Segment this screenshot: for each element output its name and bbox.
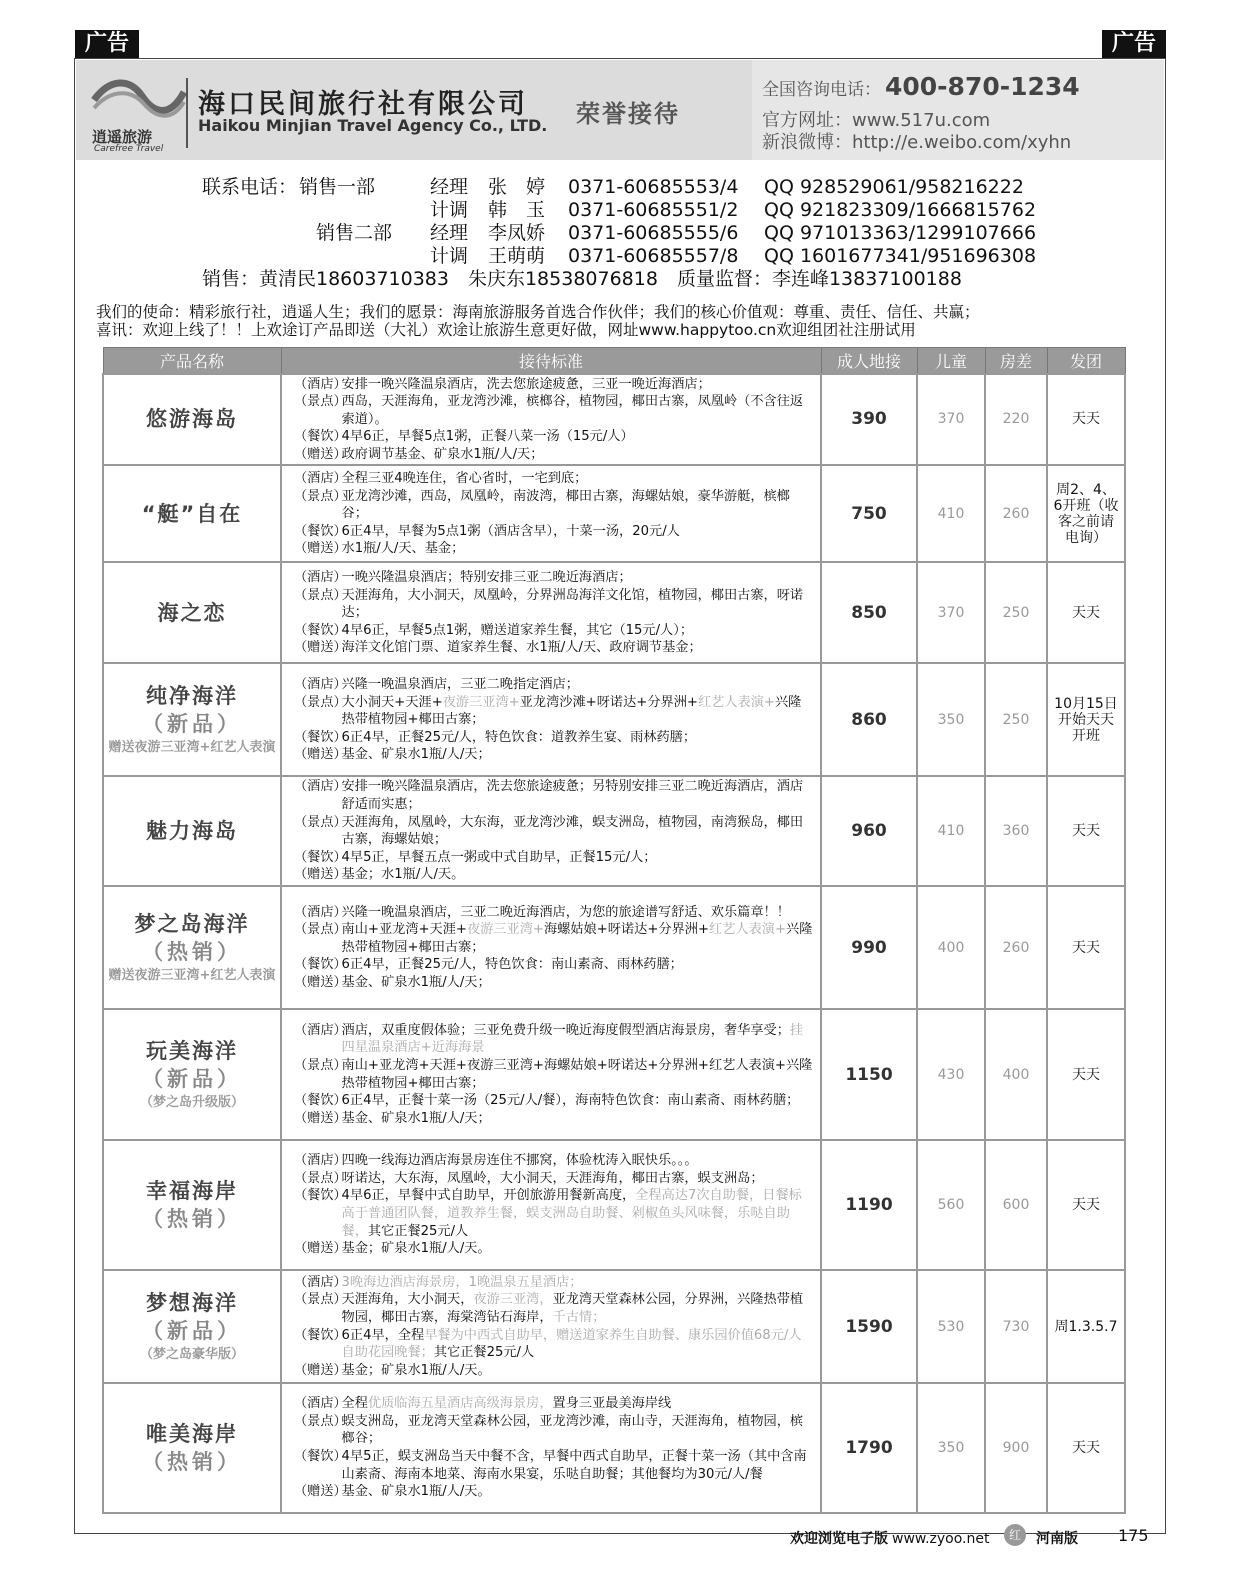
room-diff: 600: [985, 1140, 1047, 1270]
standard-line: [294, 446, 814, 464]
standard-text: 夜游三亚湾+: [442, 694, 520, 710]
standard-line: [294, 428, 814, 446]
standard-line: [294, 1483, 814, 1501]
adult-price: 850: [821, 562, 917, 663]
standard-text: 基金；水1瓶/人/天。: [341, 867, 465, 883]
standard-line: [294, 921, 814, 956]
standard-label: （景点）: [294, 488, 347, 504]
product-note: （梦之岛豪华版）: [139, 1346, 244, 1362]
departure: 10月15日开始天天开班: [1047, 663, 1125, 776]
standard-line: [294, 1152, 814, 1170]
standard-text: 亚龙湾沙滩+呀诺达+分界洲+: [519, 694, 698, 710]
standard-line: [294, 849, 814, 867]
standard-cell: [281, 663, 821, 776]
standard-label: （酒店）: [294, 470, 347, 486]
standard-line: [294, 470, 814, 488]
standard-line: [294, 1057, 814, 1092]
standard-cell: [281, 1270, 821, 1383]
page-footer: [790, 1524, 1160, 1548]
standard-label: （赠送）: [294, 867, 347, 883]
departure: 天天: [1047, 886, 1125, 1009]
standard-label: （酒店）: [294, 676, 347, 692]
standard-text: 基金、矿泉水1瓶/人/天；: [341, 747, 491, 763]
header-contact-box: [752, 60, 1164, 160]
product-name-cell: [103, 465, 281, 562]
standard-line: [294, 814, 814, 849]
sales-contacts: 销售：黄清民18603710383 朱庆东18538076818 质量监督：李连峰13837100188: [202, 268, 962, 290]
room-diff: 400: [985, 1009, 1047, 1140]
standard-line: [294, 1413, 814, 1448]
product-tag: （新品）: [142, 1318, 242, 1343]
standard-label: （赠送）: [294, 747, 347, 763]
standard-text: 其它正餐25元/人: [433, 1345, 535, 1361]
standard-line: [294, 778, 814, 813]
mission-line: 我们的使命：精彩旅行社，逍遥人生；我们的愿景：海南旅游服务首选合作伙伴；我们的核心价值观：尊重、责任、信任、共赢；: [96, 303, 980, 321]
standard-line: [294, 904, 814, 922]
hotline: 全国咨询电话： 400-870-1234: [762, 72, 1080, 101]
standard-label: （餐饮）: [294, 1449, 347, 1465]
header-room: 房差: [985, 348, 1047, 374]
standard-text: 水1瓶/人/天、基金；: [341, 541, 465, 557]
departure: 周1.3.5.7: [1047, 1270, 1125, 1383]
tour-table: [102, 347, 1126, 1514]
contact-row: 计调 王萌萌 0371-60685557/8 QQ 1601677341/951696308: [430, 245, 1037, 267]
standard-text: 4早6正，早餐中式自助早，开创旅游用餐新高度，: [341, 1188, 636, 1204]
adult-price: 990: [821, 886, 917, 1009]
standard-text: 置身三亚最美海岸线: [552, 1396, 672, 1412]
product-note: 赠送夜游三亚湾+红艺人表演: [108, 739, 276, 755]
header-product: 产品名称: [103, 348, 281, 374]
standard-text: 呀诺达，大东海，凤凰岭，大小洞天，天涯海角，椰田古寨，蜈支洲岛；: [341, 1170, 764, 1186]
standard-line: [294, 622, 814, 640]
standard-text: 3晚海边酒店海景房，1晚温泉五星酒店；: [341, 1274, 583, 1290]
standard-label: （景点）: [294, 694, 347, 710]
standard-label: （酒店）: [294, 779, 347, 795]
contact-row: 经理 张 婷 0371-60685553/4 QQ 928529061/958216222: [430, 176, 1024, 198]
wave-logo-icon: [90, 74, 186, 124]
standard-text: 四晚一线海边酒店海景房连住不挪窝，体验枕涛入眠快乐。。。: [341, 1153, 698, 1169]
company-header: [76, 60, 1164, 160]
standard-cell: [281, 465, 821, 562]
table-header: [103, 348, 1125, 374]
standard-label: （赠送）: [294, 974, 347, 990]
standard-cell: [281, 886, 821, 1009]
product-tag: （热销）: [142, 939, 242, 964]
standard-line: [294, 523, 814, 541]
standard-label: （赠送）: [294, 446, 347, 462]
standard-label: （景点）: [294, 1413, 347, 1429]
standard-label: （赠送）: [294, 541, 347, 557]
adult-price: 750: [821, 465, 917, 562]
child-price: 560: [917, 1140, 985, 1270]
standard-line: [294, 974, 814, 992]
departure: 天天: [1047, 1383, 1125, 1513]
room-diff: 900: [985, 1383, 1047, 1513]
standard-text: 政府调节基金、矿泉水1瓶/人/天；: [341, 446, 544, 462]
standard-text: 兴隆热带植物园+椰田古寨；: [341, 694, 802, 728]
standard-label: （酒店）: [294, 376, 347, 392]
standard-label: （酒店）: [294, 1396, 347, 1412]
page-number: 175: [1118, 1526, 1149, 1545]
standard-text: 挂四星温泉酒店+近海海景: [341, 1022, 804, 1056]
departure: 天天: [1047, 776, 1125, 886]
product-name: 梦之岛海洋: [134, 911, 250, 936]
product-name: 玩美海洋: [146, 1038, 238, 1063]
standard-line: [294, 1110, 814, 1128]
contact-row: 联系电话： 销售一部: [202, 176, 376, 198]
standard-line: [294, 1240, 814, 1258]
standard-text: 4早5正，早餐五点一粥或中式自助早，正餐15元/人；: [341, 849, 657, 865]
standard-label: （餐饮）: [294, 1093, 347, 1109]
ad-label-left: 广告: [75, 30, 139, 58]
standard-line: [294, 746, 814, 764]
product-name: 纯净海洋: [146, 683, 238, 708]
standard-label: （景点）: [294, 587, 347, 603]
standard-text: 蜈支洲岛，亚龙湾天堂森林公园，亚龙湾沙滩，南山寺，天涯海角，植物园，槟榔谷；: [341, 1413, 804, 1447]
logo-subtitle: Carefree Travel: [94, 144, 164, 154]
standard-text: 其它正餐25元/人: [367, 1223, 469, 1239]
adult-price: 390: [821, 374, 917, 466]
standard-text: 酒店，双重度假体验；三亚免费升级一晚近海度假型酒店海景房，奢华享受；: [341, 1022, 790, 1038]
hotline-number: 400-870-1234: [885, 72, 1080, 101]
standard-label: （酒店）: [294, 1153, 347, 1169]
standard-text: 海洋文化馆门票、道家养生餐、水1瓶/人/天、政府调节基金；: [341, 640, 702, 656]
standard-text: 天涯海角，凤凰岭，大东海，亚龙湾沙滩，蜈支洲岛，植物园，南湾猴岛，椰田古寨，海螺姑娘；: [341, 814, 804, 848]
product-name-cell: [103, 1270, 281, 1383]
standard-text: 6正4早，全程: [341, 1327, 425, 1343]
standard-line: [294, 1274, 814, 1292]
table-row: [103, 1270, 1125, 1383]
departure: 天天: [1047, 1009, 1125, 1140]
table-row: [103, 465, 1125, 562]
room-diff: 360: [985, 776, 1047, 886]
header-adult: 成人地接: [821, 348, 917, 374]
product-name-cell: [103, 1009, 281, 1140]
standard-line: [294, 1187, 814, 1240]
standard-text: 天涯海角，大小洞天，: [341, 1292, 474, 1308]
product-name: “艇”自在: [141, 501, 243, 526]
footer-browse: 欢迎浏览电子版 www.zyoo.net: [790, 1531, 990, 1547]
standard-text: 南山+亚龙湾+天涯+夜游三亚湾+海螺姑娘+呀诺达+分界洲+红艺人表演+兴隆热带植物园+椰田古寨；: [341, 1057, 813, 1091]
standard-text: 兴隆一晚温泉酒店，三亚二晚指定酒店；: [341, 676, 579, 692]
footer-logo: 红: [1004, 1524, 1026, 1546]
standard-label: （餐饮）: [294, 1327, 347, 1343]
header-divider: [186, 78, 188, 148]
standard-label: （赠送）: [294, 1362, 347, 1378]
product-name: 魅力海岛: [146, 819, 238, 844]
product-name: 悠游海岛: [146, 407, 238, 432]
product-name-cell: [103, 374, 281, 466]
departure: 周2、4、6开班（收客之前请电询）: [1047, 465, 1125, 562]
standard-label: （景点）: [294, 922, 347, 938]
standard-text: 一晚兴隆温泉酒店；特别安排三亚二晚近海酒店；: [341, 569, 632, 585]
product-name-cell: [103, 1140, 281, 1270]
standard-text: 夜游三亚湾，: [473, 1292, 553, 1308]
product-note: 赠送夜游三亚湾+红艺人表演: [108, 967, 276, 983]
standard-text: 4早6正，早餐5点1粥，赠送道家养生餐，其它（15元/人）；: [341, 622, 694, 638]
standard-text: 夜游三亚湾+: [466, 922, 544, 938]
standard-text: 基金、矿泉水1瓶/人/天；: [341, 974, 491, 990]
room-diff: 250: [985, 663, 1047, 776]
contact-row: 计调 韩 玉 0371-60685551/2 QQ 921823309/1666815762: [430, 199, 1037, 221]
table-row: [103, 1140, 1125, 1270]
standard-line: [294, 1327, 814, 1362]
standard-text: 基金、矿泉水1瓶/人/天。: [341, 1484, 491, 1500]
announcement-line: 喜讯：欢迎上线了！！上欢途订产品即送（大礼）欢途让旅游生意更好做，网址www.happytoo.cn欢迎组团社注册试用: [96, 321, 916, 339]
adult-price: 860: [821, 663, 917, 776]
product-name-cell: [103, 1383, 281, 1513]
contact-dept2: 销售二部: [316, 222, 393, 244]
standard-text: 南山+亚龙湾+天涯+: [341, 922, 467, 938]
product-name: 梦想海洋: [146, 1290, 238, 1315]
standard-label: （餐饮）: [294, 523, 347, 539]
standard-text: 基金；矿泉水1瓶/人/天。: [341, 1241, 491, 1257]
standard-text: 安排一晚兴隆温泉酒店，洗去您旅途疲惫，三亚一晚近海酒店；: [341, 376, 711, 392]
child-price: 400: [917, 886, 985, 1009]
standard-line: [294, 587, 814, 622]
standard-line: [294, 866, 814, 884]
product-name-cell: [103, 663, 281, 776]
header-standard: 接待标准: [281, 348, 821, 374]
product-name: 幸福海岸: [146, 1179, 238, 1204]
header-child: 儿童: [917, 348, 985, 374]
standard-line: [294, 729, 814, 747]
standard-cell: [281, 776, 821, 886]
standard-text: 全程: [341, 1396, 368, 1412]
product-tag: （新品）: [142, 1066, 242, 1091]
standard-text: 兴隆热带植物园+椰田古寨；: [341, 922, 813, 955]
table-row: [103, 562, 1125, 663]
standard-line: [294, 488, 814, 523]
standard-label: （酒店）: [294, 904, 347, 920]
standard-label: （赠送）: [294, 1110, 347, 1126]
standard-text: 4早5正，蜈支洲岛当天中餐不含，早餐中西式自助早，正餐十菜一汤（其中含南山素斋、海南本地菜、海南水果宴，乐哒自助餐；其他餐均为30元/人/餐: [341, 1449, 807, 1482]
standard-cell: [281, 374, 821, 466]
child-price: 350: [917, 663, 985, 776]
table-row: [103, 1383, 1125, 1513]
product-tag: （热销）: [142, 1450, 242, 1475]
footer-edition: 河南版: [1036, 1531, 1078, 1547]
standard-text: 亚龙湾沙滩，西岛，凤凰岭，南波湾，椰田古寨，海螺姑娘，豪华游艇，槟榔谷；: [341, 488, 790, 522]
standard-line: [294, 1022, 814, 1057]
footer-url[interactable]: www.zyoo.net: [892, 1531, 990, 1547]
standard-line: [294, 1291, 814, 1326]
standard-label: （赠送）: [294, 1241, 347, 1257]
standard-label: （景点）: [294, 1170, 347, 1186]
weibo[interactable]: 新浪微博：http://e.weibo.com/xyhn: [762, 132, 1072, 153]
standard-text: 红艺人表演+: [709, 922, 787, 938]
child-price: 370: [917, 562, 985, 663]
standard-label: （餐饮）: [294, 957, 347, 973]
standard-line: [294, 393, 814, 428]
standard-label: （餐饮）: [294, 429, 347, 445]
standard-line: [294, 1448, 814, 1483]
product-tag: （热销）: [142, 1207, 242, 1232]
room-diff: 260: [985, 886, 1047, 1009]
product-name-cell: [103, 776, 281, 886]
standard-label: （赠送）: [294, 640, 347, 656]
product-note: （梦之岛升级版）: [139, 1094, 244, 1110]
product-name: 海之恋: [157, 600, 227, 625]
standard-text: 千古情；: [552, 1309, 606, 1325]
standard-label: （景点）: [294, 814, 347, 830]
child-price: 430: [917, 1009, 985, 1140]
standard-label: （酒店）: [294, 569, 347, 585]
honor-text: 荣誉接待: [576, 100, 680, 128]
standard-text: 海螺姑娘+呀诺达+分界洲+: [543, 922, 710, 938]
standard-label: （餐饮）: [294, 622, 347, 638]
standard-text: 全程高达7次自助餐，日餐标高于普通团队餐，道教养生餐，蜈支洲岛自助餐、剁椒鱼头风味餐，乐哒自助餐，: [341, 1188, 802, 1239]
child-price: 410: [917, 465, 985, 562]
child-price: 410: [917, 776, 985, 886]
standard-text: 4早6正，早餐5点1粥，正餐八菜一汤（15元/人）: [341, 429, 634, 445]
standard-text: 亚龙湾天堂森林公园，分界洲，兴隆热带植物园，椰田古寨，海棠湾钻石海岸，: [341, 1292, 804, 1325]
child-price: 350: [917, 1383, 985, 1513]
standard-cell: [281, 1140, 821, 1270]
standard-label: （酒店）: [294, 1274, 347, 1290]
child-price: 370: [917, 374, 985, 466]
standard-line: [294, 569, 814, 587]
standard-text: 红艺人表演+: [697, 694, 775, 710]
header-departure: 发团: [1047, 348, 1125, 374]
adult-price: 1790: [821, 1383, 917, 1513]
standard-text: 全程三亚4晚连住，省心省时，一宅到底；: [341, 470, 588, 486]
table-row: [103, 776, 1125, 886]
adult-price: 1590: [821, 1270, 917, 1383]
standard-text: 西岛，天涯海角，亚龙湾沙滩，槟榔谷，植物园，椰田古寨，凤凰岭（不含往返索道）。: [341, 394, 804, 427]
standard-line: [294, 1092, 814, 1110]
standard-line: [294, 639, 814, 657]
product-name-cell: [103, 886, 281, 1009]
standard-cell: [281, 562, 821, 663]
standard-label: （餐饮）: [294, 1188, 347, 1204]
standard-text: 6正4早，正餐25元/人，特色饮食：道教养生宴、雨林药膳；: [341, 729, 697, 745]
standard-label: （景点）: [294, 1292, 347, 1308]
room-diff: 250: [985, 562, 1047, 663]
adult-price: 960: [821, 776, 917, 886]
standard-label: （餐饮）: [294, 849, 347, 865]
departure: 天天: [1047, 562, 1125, 663]
contact-row: 经理 李凤娇 0371-60685555/6 QQ 971013363/1299107666: [430, 222, 1037, 244]
table-row: [103, 663, 1125, 776]
standard-label: （赠送）: [294, 1484, 347, 1500]
standard-label: （酒店）: [294, 1022, 347, 1038]
table-row: [103, 374, 1125, 466]
adult-price: 1190: [821, 1140, 917, 1270]
standard-line: [294, 376, 814, 394]
child-price: 530: [917, 1270, 985, 1383]
standard-line: [294, 1170, 814, 1188]
departure: 天天: [1047, 1140, 1125, 1270]
product-name: 唯美海岸: [146, 1422, 238, 1447]
product-tag: （新品）: [142, 711, 242, 736]
table-row: [103, 886, 1125, 1009]
mission-statement: [96, 303, 1146, 339]
standard-text: 6正4早，早餐为5点1粥（酒店含早），十菜一汤，20元/人: [341, 523, 680, 539]
ad-label-right: 广告: [1102, 30, 1166, 58]
standard-cell: [281, 1383, 821, 1513]
standard-line: [294, 1395, 814, 1413]
standard-text: 早餐为中西式自助早，赠送道家养生自助餐、康乐园价值68元/人自助花园晚餐；: [341, 1327, 802, 1361]
room-diff: 220: [985, 374, 1047, 466]
standard-text: 兴隆一晚温泉酒店，三亚二晚近海酒店，为您的旅途谱写舒适、欢乐篇章！！: [341, 904, 790, 920]
standard-text: 基金；矿泉水1瓶/人/天。: [341, 1362, 491, 1378]
standard-cell: [281, 1009, 821, 1140]
adult-price: 1150: [821, 1009, 917, 1140]
room-diff: 730: [985, 1270, 1047, 1383]
departure: 天天: [1047, 374, 1125, 466]
standard-text: 6正4早，正餐25元/人，特色饮食：南山素斋、雨林药膳；: [341, 957, 683, 973]
standard-text: 基金、矿泉水1瓶/人/天；: [341, 1110, 491, 1126]
standard-label: （餐饮）: [294, 729, 347, 745]
standard-line: [294, 956, 814, 974]
standard-line: [294, 676, 814, 694]
website[interactable]: 官方网址：www.517u.com: [762, 110, 991, 131]
room-diff: 260: [985, 465, 1047, 562]
company-name-cn: 海口民间旅行社有限公司: [198, 89, 528, 120]
standard-text: 6正4早，正餐十菜一汤（25元/人/餐），海南特色饮食：南山素斋、雨林药膳；: [341, 1093, 800, 1109]
product-name-cell: [103, 562, 281, 663]
standard-label: （景点）: [294, 394, 347, 410]
standard-text: 安排一晚兴隆温泉酒店，洗去您旅途疲惫；另特别安排三亚二晚近海酒店，酒店舒适而实惠；: [341, 779, 804, 813]
standard-text: 大小洞天+天涯+: [341, 694, 443, 710]
logo-text: 逍遥旅游: [92, 128, 153, 146]
standard-line: [294, 540, 814, 558]
company-logo: [86, 74, 186, 154]
standard-line: [294, 694, 814, 729]
standard-label: （景点）: [294, 1057, 347, 1073]
standard-text: 天涯海角，大小洞天，凤凰岭，分界洲岛海洋文化馆，植物园，椰田古寨，呀诺达；: [341, 587, 804, 621]
company-name-en: Haikou Minjian Travel Agency Co., LTD.: [198, 116, 548, 135]
standard-line: [294, 1362, 814, 1380]
standard-text: 优质临海五星酒店高级海景房，: [367, 1396, 553, 1412]
table-row: [103, 1009, 1125, 1140]
